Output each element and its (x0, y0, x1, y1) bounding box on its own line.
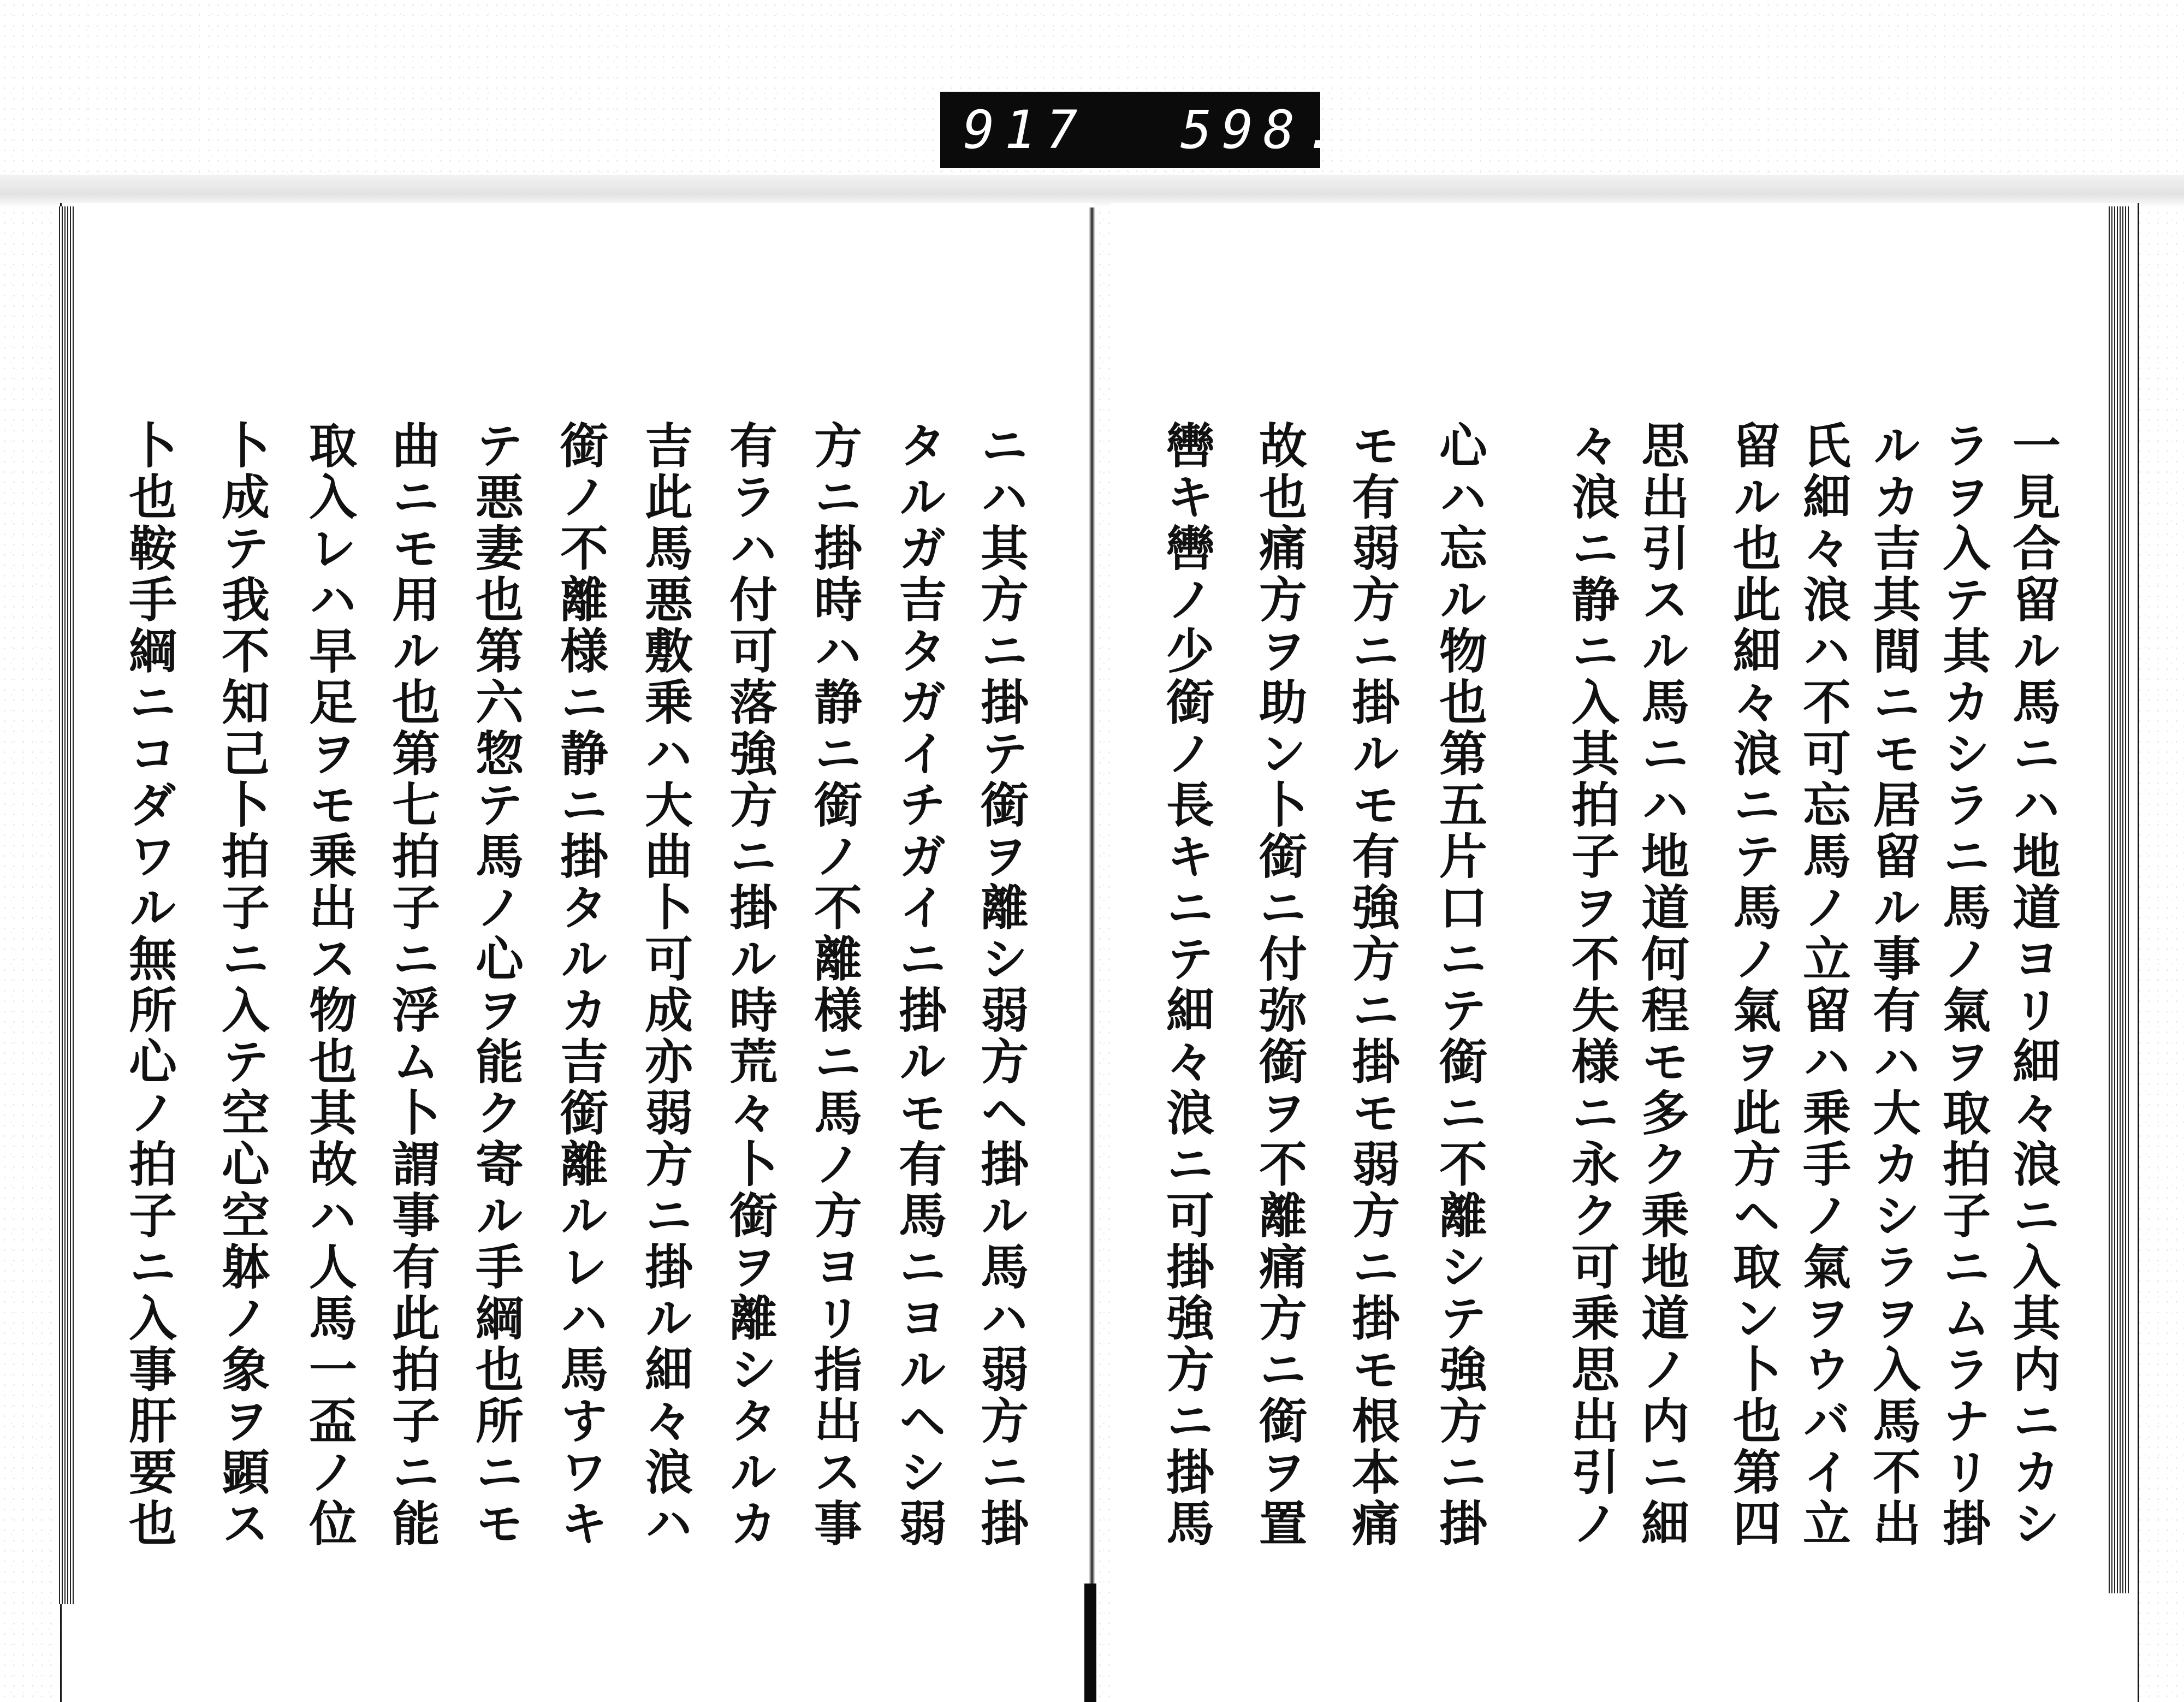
text-column: 卜成テ我不知己卜拍子ニ入テ空心空躰ノ象ヲ顕ス (214, 420, 271, 1550)
frame-number-right: 598. (1180, 99, 1346, 161)
text-column: 心ハ忘ル物也第五片口ニテ銜ニ不離シテ強方ニ掛 (1432, 420, 1488, 1550)
frame-number-left: 917 (963, 99, 1088, 161)
text-column: 曲ニモ用ル也第七拍子ニ浮ム卜謂事有此拍子ニ能 (384, 420, 441, 1550)
text-column: 々浪ニ静ニ入其拍子ヲ不失様ニ永ク可乗思出引ノ (1564, 420, 1621, 1550)
text-column: 有ラハ付可落強方ニ掛ル時荒々卜銜ヲ離シタルカ (722, 420, 779, 1550)
text-column: 轡キ轡ノ少銜ノ長キニテ細々浪ニ可掛強方ニ掛馬 (1159, 420, 1215, 1550)
text-column: 取入レハ早足ヲモ乗出ス物也其故ハ人馬一盃ノ位 (301, 420, 358, 1550)
text-column: 方ニ掛時ハ静ニ銜ノ不離様ニ馬ノ方ヨリ指出ス事 (806, 420, 863, 1550)
text-column: ニハ其方ニ掛テ銜ヲ離シ弱方ヘ掛ル馬ハ弱方ニ掛 (973, 420, 1030, 1550)
text-column: タルガ吉タガイチガイニ掛ルモ有馬ニヨルヘシ弱 (891, 420, 948, 1550)
text-column: 銜ノ不離様ニ静ニ掛タルカ吉銜離ルレハ馬すワキ (553, 420, 609, 1550)
text-column: 故也痛方ヲ助ン卜銜ニ付弥銜ヲ不離痛方ニ銜ヲ置 (1251, 420, 1308, 1550)
book-gutter (1089, 207, 1095, 1702)
text-column: 氏細々浪ハ不可忘馬ノ立留ハ乗手ノ氣ヲウバイ立 (1795, 420, 1852, 1550)
text-column: テ悪妻也第六惣テ馬ノ心ヲ能ク寄ル手綱也所ニモ (468, 420, 525, 1550)
text-column: ラヲ入テ其カシラニ馬ノ氣ヲ取拍子ニムラナリ掛 (1935, 420, 1992, 1550)
text-column: 吉此馬悪敷乗ハ大曲卜可成亦弱方ニ掛ル細々浪ハ (637, 420, 694, 1550)
text-column: ルカ吉其間ニモ居留ル事有ハ大カシラヲ入馬不出 (1865, 420, 1922, 1550)
page-edges-right (2109, 206, 2130, 1593)
page-top-shadow (0, 175, 2184, 207)
page-edges-left (59, 206, 75, 1604)
text-column: 一見合留ル馬ニハ地道ヨリ細々浪ニ入其内ニカシ (2005, 420, 2062, 1550)
open-book (60, 203, 2179, 1702)
text-column: モ有弱方ニ掛ルモ有強方ニ掛モ弱方ニ掛モ根本痛 (1344, 420, 1401, 1550)
text-column: 思出引スル馬ニハ地道何程モ多ク乗地道ノ内ニ細 (1634, 420, 1690, 1550)
text-column: 卜也鞍手綱ニコダワル無所心ノ拍子ニ入事肝要也 (121, 420, 178, 1550)
gutter-shadow (1084, 1584, 1096, 1702)
scan-frame-label (940, 92, 1346, 168)
text-column: 留ル也此細々浪ニテ馬ノ氣ヲ此方ヘ取ン卜也第四 (1725, 420, 1782, 1550)
